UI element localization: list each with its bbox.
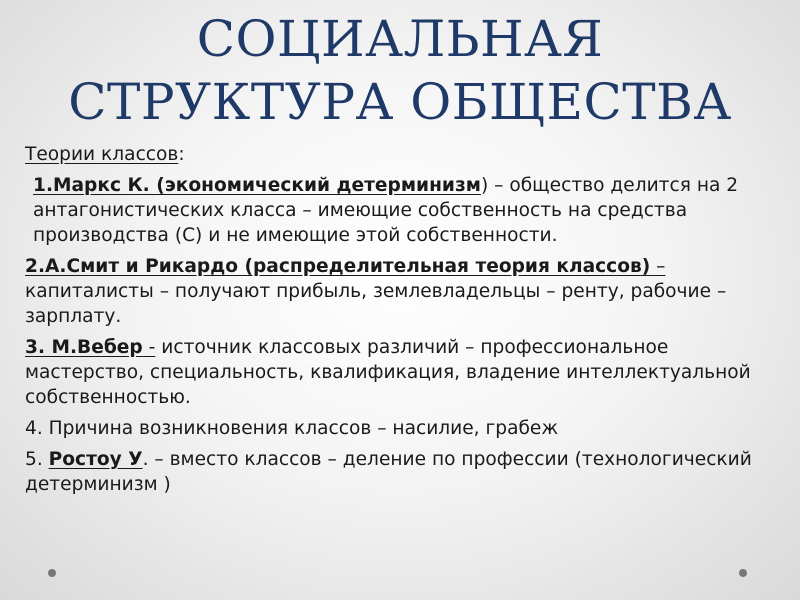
slide-title-line-1: СОЦИАЛЬНАЯ [196,10,604,68]
theory-2-dash: – [650,256,666,277]
decorative-dot-right [739,569,747,577]
theory-5-text: . – вместо классов – деление по профессии (технологический детерминизм ) [25,449,752,495]
theory-1-heading: 1.Маркс К. (экономический детерминизм [33,175,481,196]
decorative-dot-left [48,569,56,577]
theory-item-1 [25,173,765,248]
theory-3-dash: - [142,337,156,358]
theory-3-heading: 3. М.Вебер [25,337,143,358]
slide-body [25,142,765,497]
theory-2-heading: 2.А.Смит и Рикардо (распределительная теория классов) [25,256,651,277]
theory-2-text: капиталисты – получают прибыль, землевладельцы – ренту, рабочие – зарплату. [25,281,727,327]
slide-title [0,8,800,134]
theory-5-heading: Ростоу У [48,449,143,470]
theory-item-4 [25,416,765,441]
intro-colon: : [178,144,185,165]
intro-text: Теории классов [25,144,179,165]
slide-title-line-2: СТРУКТУРА ОБЩЕСТВА [68,73,732,131]
theory-5-prefix: 5. [25,449,49,470]
theory-item-5 [25,447,765,497]
theory-item-3 [25,335,765,410]
theory-4-text: 4. Причина возникновения классов – насилие, грабеж [25,418,559,439]
theory-3-text: источник классовых различий – профессиональное мастерство, специальность, квалификация, владение интеллектуальной собственностью. [25,337,751,408]
theory-1-text: ) – общество делится на 2 антагонистических класса – имеющие собственность на средства производства (С) и не имеющие этой собственности. [33,175,739,246]
theory-item-2 [25,254,765,329]
intro-line [25,142,765,167]
